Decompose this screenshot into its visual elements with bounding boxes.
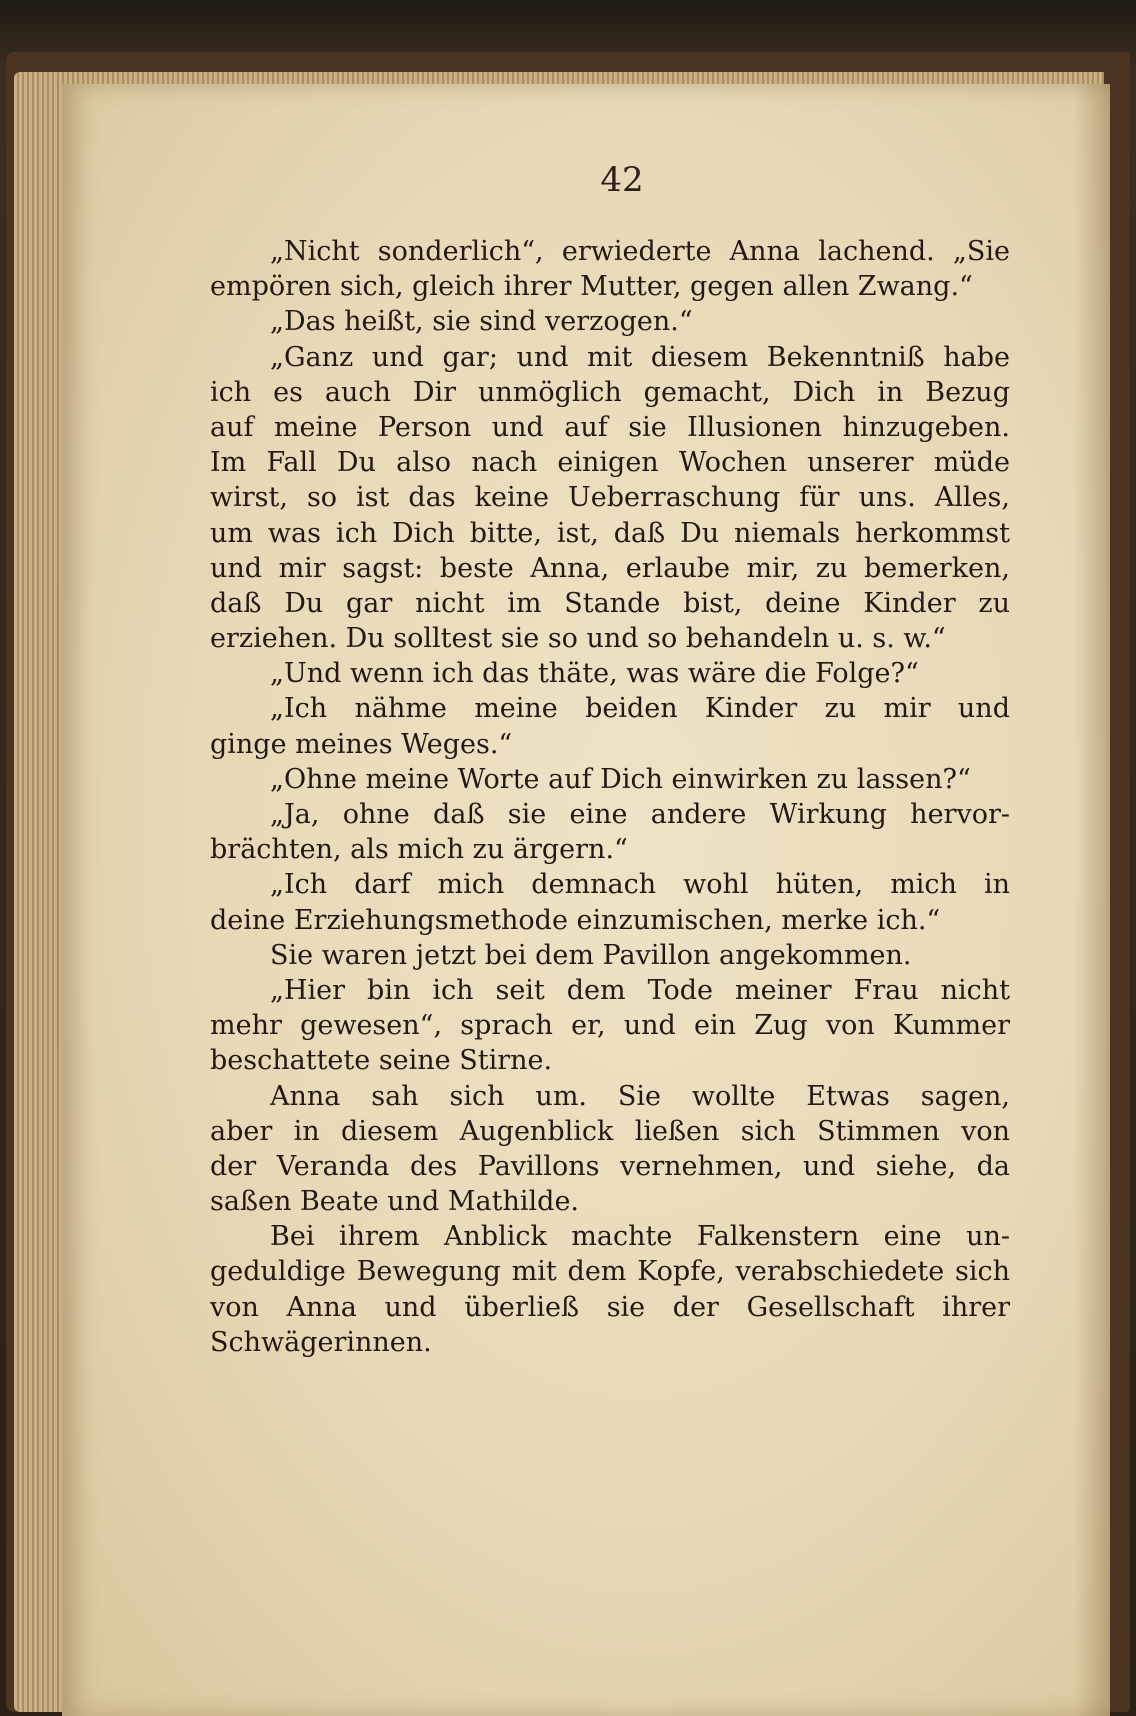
text-line: wirst, so ist das keine Ueberraschung für uns. Alles,	[210, 482, 1010, 514]
text-line: der Veranda des Pavillons vernehmen, und siehe, da	[210, 1150, 1010, 1182]
text-line: „Hier bin ich seit dem Tode meiner Frau nicht	[270, 974, 1010, 1006]
text-line: Im Fall Du also nach einigen Wochen unserer müde	[210, 447, 1010, 479]
text-line: auf meine Person und auf sie Illusionen hinzugeben.	[210, 411, 1010, 443]
text-line: mehr gewesen“, sprach er, und ein Zug von Kummer	[210, 1010, 1010, 1042]
text-line: „Ja, ohne daß sie eine andere Wirkung hervor-	[270, 799, 1010, 830]
text-line: „Das heißt, sie sind verzogen.“	[270, 306, 693, 338]
text-line: Bei ihrem Anblick machte Falkenstern eine un-	[270, 1221, 1010, 1253]
text-line: ginge meines Weges.“	[210, 728, 513, 760]
text-line: „Ich darf mich demnach wohl hüten, mich in	[270, 869, 1010, 901]
text-line: und mir sagst: beste Anna, erlaube mir, zu bemerken,	[210, 552, 1010, 584]
text-line: geduldige Bewegung mit dem Kopfe, verabschiedete sich	[210, 1256, 1010, 1288]
text-line: beschattete seine Stirne.	[210, 1045, 553, 1077]
text-line: „Ohne meine Worte auf Dich einwirken zu lassen?“	[270, 763, 971, 795]
book-page	[62, 84, 1110, 1716]
text-line: Sie waren jetzt bei dem Pavillon angekommen.	[270, 939, 912, 971]
body-text	[210, 234, 1010, 1360]
text-line: aber in diesem Augenblick ließen sich Stimmen von	[210, 1115, 1010, 1147]
text-line: empören sich, gleich ihrer Mutter, gegen allen Zwang.“	[210, 271, 973, 303]
page-number: 42	[600, 160, 644, 200]
gutter-shadow	[1074, 84, 1110, 1716]
text-line: „Nicht sonderlich“, erwiederte Anna lachend. „Sie	[270, 236, 1010, 267]
text-line: erziehen. Du solltest sie so und so behandeln u. s. w.“	[210, 623, 946, 655]
text-line: „Ganz und gar; und mit diesem Bekenntniß habe	[270, 341, 1010, 373]
text-line: „Und wenn ich das thäte, was wäre die Folge?“	[270, 658, 919, 690]
text-line: Anna sah sich um. Sie wollte Etwas sagen,	[270, 1080, 1010, 1112]
text-line: deine Erziehungsmethode einzumischen, merke ich.“	[210, 904, 941, 936]
text-line: Schwägerinnen.	[210, 1326, 432, 1358]
text-line: um was ich Dich bitte, ist, daß Du niemals herkommst	[210, 517, 1010, 549]
text-line: saßen Beate und Mathilde.	[210, 1186, 580, 1218]
text-line: brächten, als mich zu ärgern.“	[210, 834, 628, 866]
text-line: von Anna und überließ sie der Gesellschaft ihrer	[210, 1291, 1010, 1323]
text-line: „Ich nähme meine beiden Kinder zu mir und	[270, 693, 1010, 725]
text-line: daß Du gar nicht im Stande bist, deine Kinder zu	[210, 587, 1010, 619]
text-line: ich es auch Dir unmöglich gemacht, Dich in Bezug	[210, 376, 1010, 408]
